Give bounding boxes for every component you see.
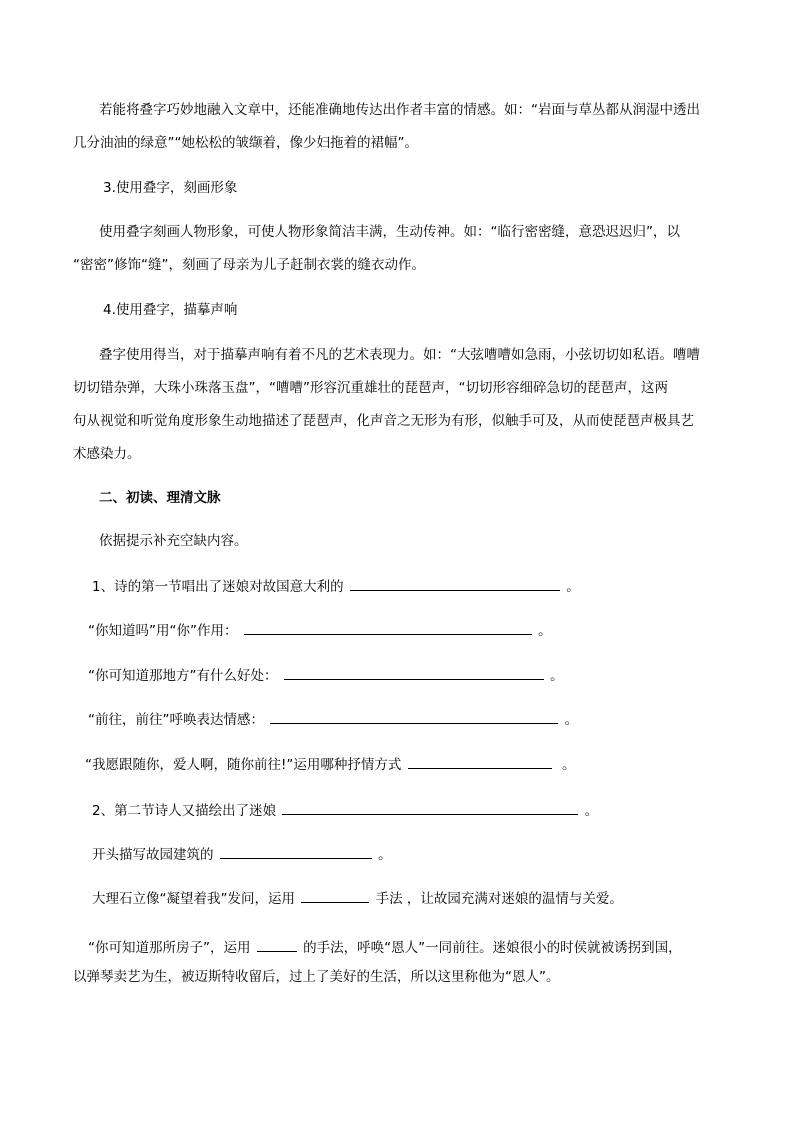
paragraph-line: 术感染力。 <box>73 446 141 462</box>
question-text: “我愿跟随你，爱人啊，随你前往!”运用哪种抒情方式 <box>85 757 402 773</box>
question-text: 大理石立像“凝望着我”发问，运用 <box>92 891 295 907</box>
question-text-mid: 的手法，呼唤“恩人”一同前往。迷娘很小的时侯就被诱拐到国， <box>303 940 682 956</box>
paragraph-line: “密密”修饰“缝”，刻画了母亲为儿子赶制衣裳的缝衣动作。 <box>73 257 425 273</box>
question-end: 。 <box>550 668 564 684</box>
question-text: 开头描写故园建筑的 <box>92 847 214 863</box>
question-text-end: 手法 ，让故园充满对迷娘的温情与关爱。 <box>375 891 623 907</box>
answer-blank[interactable] <box>350 576 560 591</box>
subheading: 3.使用叠字，刻画形象 <box>103 180 238 196</box>
answer-blank[interactable] <box>284 665 544 680</box>
section-heading: 二、初读、理清文脉 <box>99 490 221 506</box>
paragraph-line: 若能将叠字巧妙地融入文章中，还能准确地传达出作者丰富的情感。如：“岩面与草丛都从润湿中透出 <box>99 102 700 118</box>
question-text: 1、诗的第一节唱出了迷娘对故国意大利的 <box>92 579 344 595</box>
question-1d <box>85 754 576 775</box>
question-end: 。 <box>564 712 579 728</box>
question-text: “你可知道那地方”有什么好处： <box>88 668 278 684</box>
question-1a <box>88 620 552 641</box>
question-text: 2、第二节诗人又描绘出了迷娘 <box>92 803 277 819</box>
question-end: 。 <box>562 757 576 773</box>
question-2 <box>92 800 598 821</box>
paragraph-line: 切切错杂弹，大珠小珠落玉盘”，“嘈嘈”形容沉重雄壮的琵琶声，“切切形容细碎急切的琵琶声，这两 <box>73 380 668 396</box>
section-intro: 依据提示补充空缺内容。 <box>99 533 248 549</box>
question-1b <box>88 665 564 686</box>
answer-blank[interactable] <box>301 888 369 903</box>
paragraph-line: 使用叠字刻画人物形象，可使人物形象简洁丰满，生动传神。如：“临行密密缝，意恐迟迟归”，以 <box>99 224 680 240</box>
answer-blank[interactable] <box>270 709 558 724</box>
question-1c <box>88 709 578 730</box>
question-2b <box>92 888 623 909</box>
subheading: 4.使用叠字，描摹声响 <box>103 302 238 318</box>
question-2c <box>88 937 682 958</box>
question-end: 。 <box>538 623 552 639</box>
question-2c-line2: 以弹琴卖艺为生，被迈斯特收留后，过上了美好的生活，所以这里称他为“恩人”。 <box>73 969 560 985</box>
answer-blank[interactable] <box>257 937 297 952</box>
question-text: “前往，前往”呼唤表达情感： <box>88 712 264 728</box>
question-text: “你知道吗”用“你”作用： <box>88 623 238 639</box>
question-end: 。 <box>378 847 392 863</box>
question-1 <box>92 576 580 597</box>
paragraph-line: 叠字使用得当，对于描摹声响有着不凡的艺术表现力。如：“大弦嘈嘈如急雨，小弦切切如私语。嘈嘈 <box>99 347 700 363</box>
question-text: “你可知道那所房子”，运用 <box>88 940 251 956</box>
paragraph-line: 几分油油的绿意”“她松松的皱缬着，像少妇拖着的裙幅”。 <box>73 135 418 151</box>
answer-blank[interactable] <box>220 844 372 859</box>
question-end: 。 <box>584 803 599 819</box>
paragraph-line: 句从视觉和听觉角度形象生动地描述了琵琶声，化声音之无形为有形，似触手可及，从而使琵琶声极具艺 <box>73 413 694 429</box>
answer-blank[interactable] <box>282 800 578 815</box>
answer-blank[interactable] <box>244 620 532 635</box>
question-end: 。 <box>566 579 580 595</box>
question-2a <box>92 844 392 865</box>
answer-blank[interactable] <box>408 754 552 769</box>
